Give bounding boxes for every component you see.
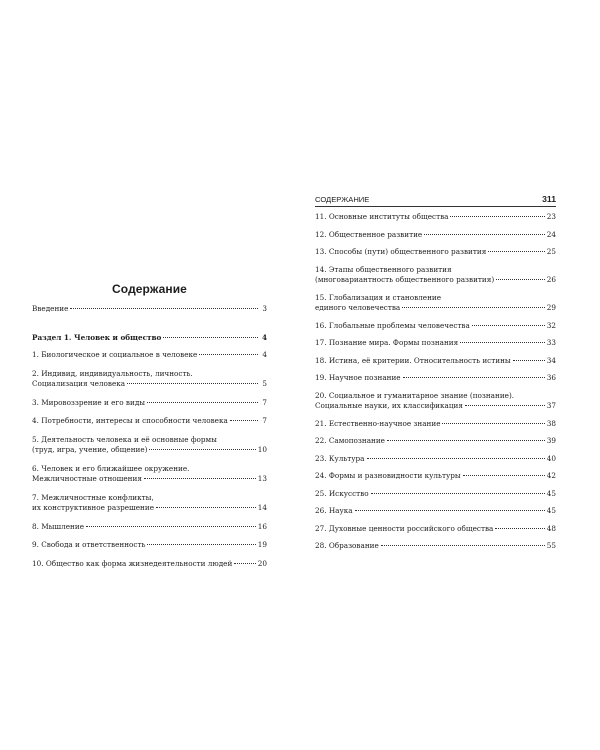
toc-entry — [315, 373, 556, 384]
toc-entry-row — [32, 474, 267, 485]
toc-entry-page: 55 — [546, 541, 556, 550]
toc-entry-row — [32, 398, 267, 409]
toc-entry-page: 16 — [257, 521, 267, 531]
toc-entry — [315, 356, 556, 367]
toc-entry-row — [32, 416, 267, 427]
toc-entry — [32, 540, 267, 551]
toc-entry-row — [315, 541, 556, 552]
dot-leader — [450, 216, 544, 217]
toc-entry-page: 7 — [262, 416, 267, 425]
toc-entry-row — [315, 524, 556, 535]
toc-entry — [315, 541, 556, 552]
toc-entry — [32, 559, 267, 570]
toc-entry — [315, 247, 556, 258]
toc-entry-title: 10. Общество как форма жизнедеятельности людей — [32, 558, 233, 568]
toc-entry-title: 16. Глобальные проблемы человечества — [315, 320, 470, 330]
toc-entry-page: 48 — [546, 523, 556, 533]
toc-entry — [32, 369, 267, 390]
toc-entry — [315, 524, 556, 535]
toc-entry-title: 26. Наука — [315, 506, 353, 515]
toc-entry-page: 34 — [546, 355, 556, 365]
toc-entry-title: единого человечества — [315, 303, 401, 312]
toc-entry-title: 21. Естественно-научное знание — [315, 418, 441, 428]
dot-leader — [465, 405, 545, 406]
toc-entry-page: 45 — [546, 506, 556, 515]
dot-leader — [70, 308, 258, 309]
toc-entry-page: 4 — [261, 332, 267, 342]
dot-leader — [460, 342, 545, 343]
dot-leader — [403, 377, 545, 378]
toc-entry-page: 42 — [546, 471, 556, 480]
toc-entry — [315, 471, 556, 482]
toc-entry-page: 36 — [546, 373, 556, 382]
toc-entry-page: 37 — [546, 401, 556, 410]
toc-entry — [32, 350, 267, 361]
toc-entry — [315, 338, 556, 349]
dot-leader — [463, 475, 545, 476]
toc-entry-row — [315, 303, 556, 314]
dot-leader — [147, 402, 258, 403]
right-page — [315, 194, 556, 552]
toc-entry-title: 4. Потребности, интересы и способности человека — [32, 416, 228, 425]
toc-entry-title: 3. Мировоззрение и его виды — [32, 397, 146, 407]
dot-leader — [496, 279, 545, 280]
toc-entry-row — [315, 212, 556, 223]
dot-leader — [472, 325, 545, 326]
toc-entry-row — [32, 304, 267, 315]
toc-entry-row — [32, 333, 267, 344]
toc-entry-row — [32, 445, 267, 456]
toc-entry — [32, 416, 267, 427]
toc-entry-page: 38 — [546, 418, 556, 428]
toc-entry — [315, 436, 556, 447]
toc-entry-page: 7 — [262, 397, 267, 407]
dot-leader — [234, 563, 255, 564]
toc-entry-page: 24 — [546, 229, 556, 239]
toc-entry-title: 22. Самопознание — [315, 436, 385, 445]
toc-entry-page: 39 — [546, 436, 556, 445]
toc-entry-row — [32, 522, 267, 533]
toc-heading: Содержание — [112, 282, 187, 296]
toc-entry-title: 23. Культура — [315, 453, 365, 463]
toc-entry-title: Межличностные отношения — [32, 474, 142, 483]
dot-leader — [127, 383, 258, 384]
toc-entry-title: (многовариантность общественного развития) — [315, 275, 495, 284]
toc-entry-title: Социальные науки, их классификация — [315, 401, 463, 410]
toc-entry-title: 20. Социальное и гуманитарное знание (познание). — [315, 390, 515, 400]
toc-entry-title: 15. Глобализация и становление — [315, 292, 442, 302]
toc-entry-title: (труд, игра, учение, общение) — [32, 445, 148, 454]
toc-entry-row — [315, 471, 556, 482]
toc-entry-row — [315, 436, 556, 447]
toc-entry-row — [315, 489, 556, 500]
toc-entry-row — [315, 419, 556, 430]
dot-leader — [371, 493, 545, 494]
toc-entry — [315, 321, 556, 332]
toc-entry-page: 19 — [257, 540, 267, 549]
toc-entry-title: 24. Формы и разновидности культуры — [315, 471, 461, 480]
dot-leader — [381, 545, 545, 546]
toc-entry-title: 17. Познание мира. Формы познания — [315, 338, 459, 347]
toc-entry — [32, 522, 267, 533]
toc-entry-title: Раздел 1. Человек и общество — [32, 332, 162, 342]
toc-entry-row — [32, 559, 267, 570]
dot-leader — [144, 478, 256, 479]
toc-entry — [315, 265, 556, 286]
toc-entry-page: 26 — [546, 275, 556, 284]
toc-entry-page: 5 — [262, 379, 267, 388]
running-head — [315, 194, 556, 207]
toc-entry — [32, 333, 267, 344]
dot-leader — [387, 440, 545, 441]
toc-entry-title: 7. Межличностные конфликты, — [32, 492, 154, 502]
toc-entry-page: 20 — [257, 558, 267, 568]
toc-entry-row — [315, 275, 556, 286]
toc-entry-row — [315, 230, 556, 241]
dot-leader — [442, 423, 544, 424]
dot-leader — [199, 354, 258, 355]
toc-entry-title: их конструктивное разрешение — [32, 503, 155, 512]
toc-entry-page: 45 — [546, 488, 556, 498]
toc-entry-row — [315, 454, 556, 465]
toc-entry-page: 33 — [546, 338, 556, 347]
dot-leader — [149, 449, 255, 450]
toc-entry — [315, 391, 556, 412]
toc-entry-title: 8. Мышление — [32, 521, 85, 531]
toc-entry-title: 9. Свобода и ответственность — [32, 540, 146, 549]
toc-entry-page: 29 — [546, 303, 556, 312]
toc-entry — [32, 493, 267, 514]
dot-leader — [495, 528, 544, 529]
toc-entry-title: 13. Способы (пути) общественного развития — [315, 247, 487, 256]
toc-entry — [315, 293, 556, 314]
toc-entry-page: 32 — [546, 320, 556, 330]
toc-entry-row — [315, 373, 556, 384]
right-toc-list — [315, 212, 556, 552]
running-title: СОДЕРЖАНИЕ — [315, 195, 370, 204]
toc-entry-page: 13 — [257, 474, 267, 483]
toc-entry — [32, 464, 267, 485]
toc-entry-title: 14. Этапы общественного развития — [315, 264, 452, 274]
toc-entry-title: 5. Деятельность человека и её основные формы — [32, 434, 217, 444]
toc-entry — [315, 419, 556, 430]
toc-entry — [32, 435, 267, 456]
toc-entry-row — [315, 338, 556, 349]
toc-entry-title: 25. Искусство — [315, 488, 369, 498]
toc-entry-title: 11. Основные институты общества — [315, 212, 449, 221]
toc-entry-row — [315, 247, 556, 258]
toc-entry — [32, 304, 267, 315]
toc-entry-row — [315, 401, 556, 412]
toc-entry — [315, 506, 556, 517]
page-number: 311 — [542, 194, 556, 204]
toc-entry-page: 4 — [262, 350, 267, 359]
toc-entry-row — [32, 503, 267, 514]
toc-entry-title: 2. Индивид, индивидуальность, личность. — [32, 368, 193, 378]
toc-entry-title: 19. Научное познание — [315, 373, 401, 382]
dot-leader — [147, 544, 255, 545]
toc-entry-row — [32, 540, 267, 551]
toc-entry-page: 14 — [257, 503, 267, 512]
toc-entry-title: Введение — [32, 304, 69, 313]
dot-leader — [367, 458, 545, 459]
dot-leader — [488, 251, 544, 252]
toc-entry-title: 27. Духовные ценности российского общества — [315, 523, 494, 533]
left-toc-list — [32, 304, 267, 569]
dot-leader — [513, 360, 545, 361]
toc-entry-title: 1. Биологическое и социальное в человеке — [32, 350, 198, 359]
toc-entry-row — [32, 379, 267, 390]
dot-leader — [424, 234, 545, 235]
toc-entry-page: 3 — [262, 304, 267, 313]
toc-entry-title: 18. Истина, её критерии. Относительность истины — [315, 355, 511, 365]
toc-entry-page: 40 — [546, 453, 556, 463]
dot-leader — [355, 510, 545, 511]
left-page — [32, 282, 267, 569]
toc-entry-row — [315, 506, 556, 517]
toc-entry — [315, 230, 556, 241]
toc-entry-title: 6. Человек и его ближайшее окружение. — [32, 463, 190, 473]
toc-entry — [32, 398, 267, 409]
dot-leader — [163, 337, 258, 338]
toc-entry-page: 25 — [546, 247, 556, 256]
dot-leader — [230, 420, 258, 421]
toc-entry-title: 28. Образование — [315, 541, 379, 550]
toc-entry — [315, 454, 556, 465]
toc-entry-page: 23 — [546, 212, 556, 221]
toc-entry-title: Социализация человека — [32, 379, 126, 388]
toc-entry-row — [315, 356, 556, 367]
toc-entry — [315, 212, 556, 223]
dot-leader — [86, 526, 256, 527]
toc-entry-row — [32, 350, 267, 361]
dot-leader — [402, 307, 545, 308]
toc-entry-page: 10 — [257, 445, 267, 454]
dot-leader — [156, 507, 256, 508]
toc-entry-title: 12. Общественное развитие — [315, 229, 423, 239]
toc-entry — [315, 489, 556, 500]
toc-entry-row — [315, 321, 556, 332]
